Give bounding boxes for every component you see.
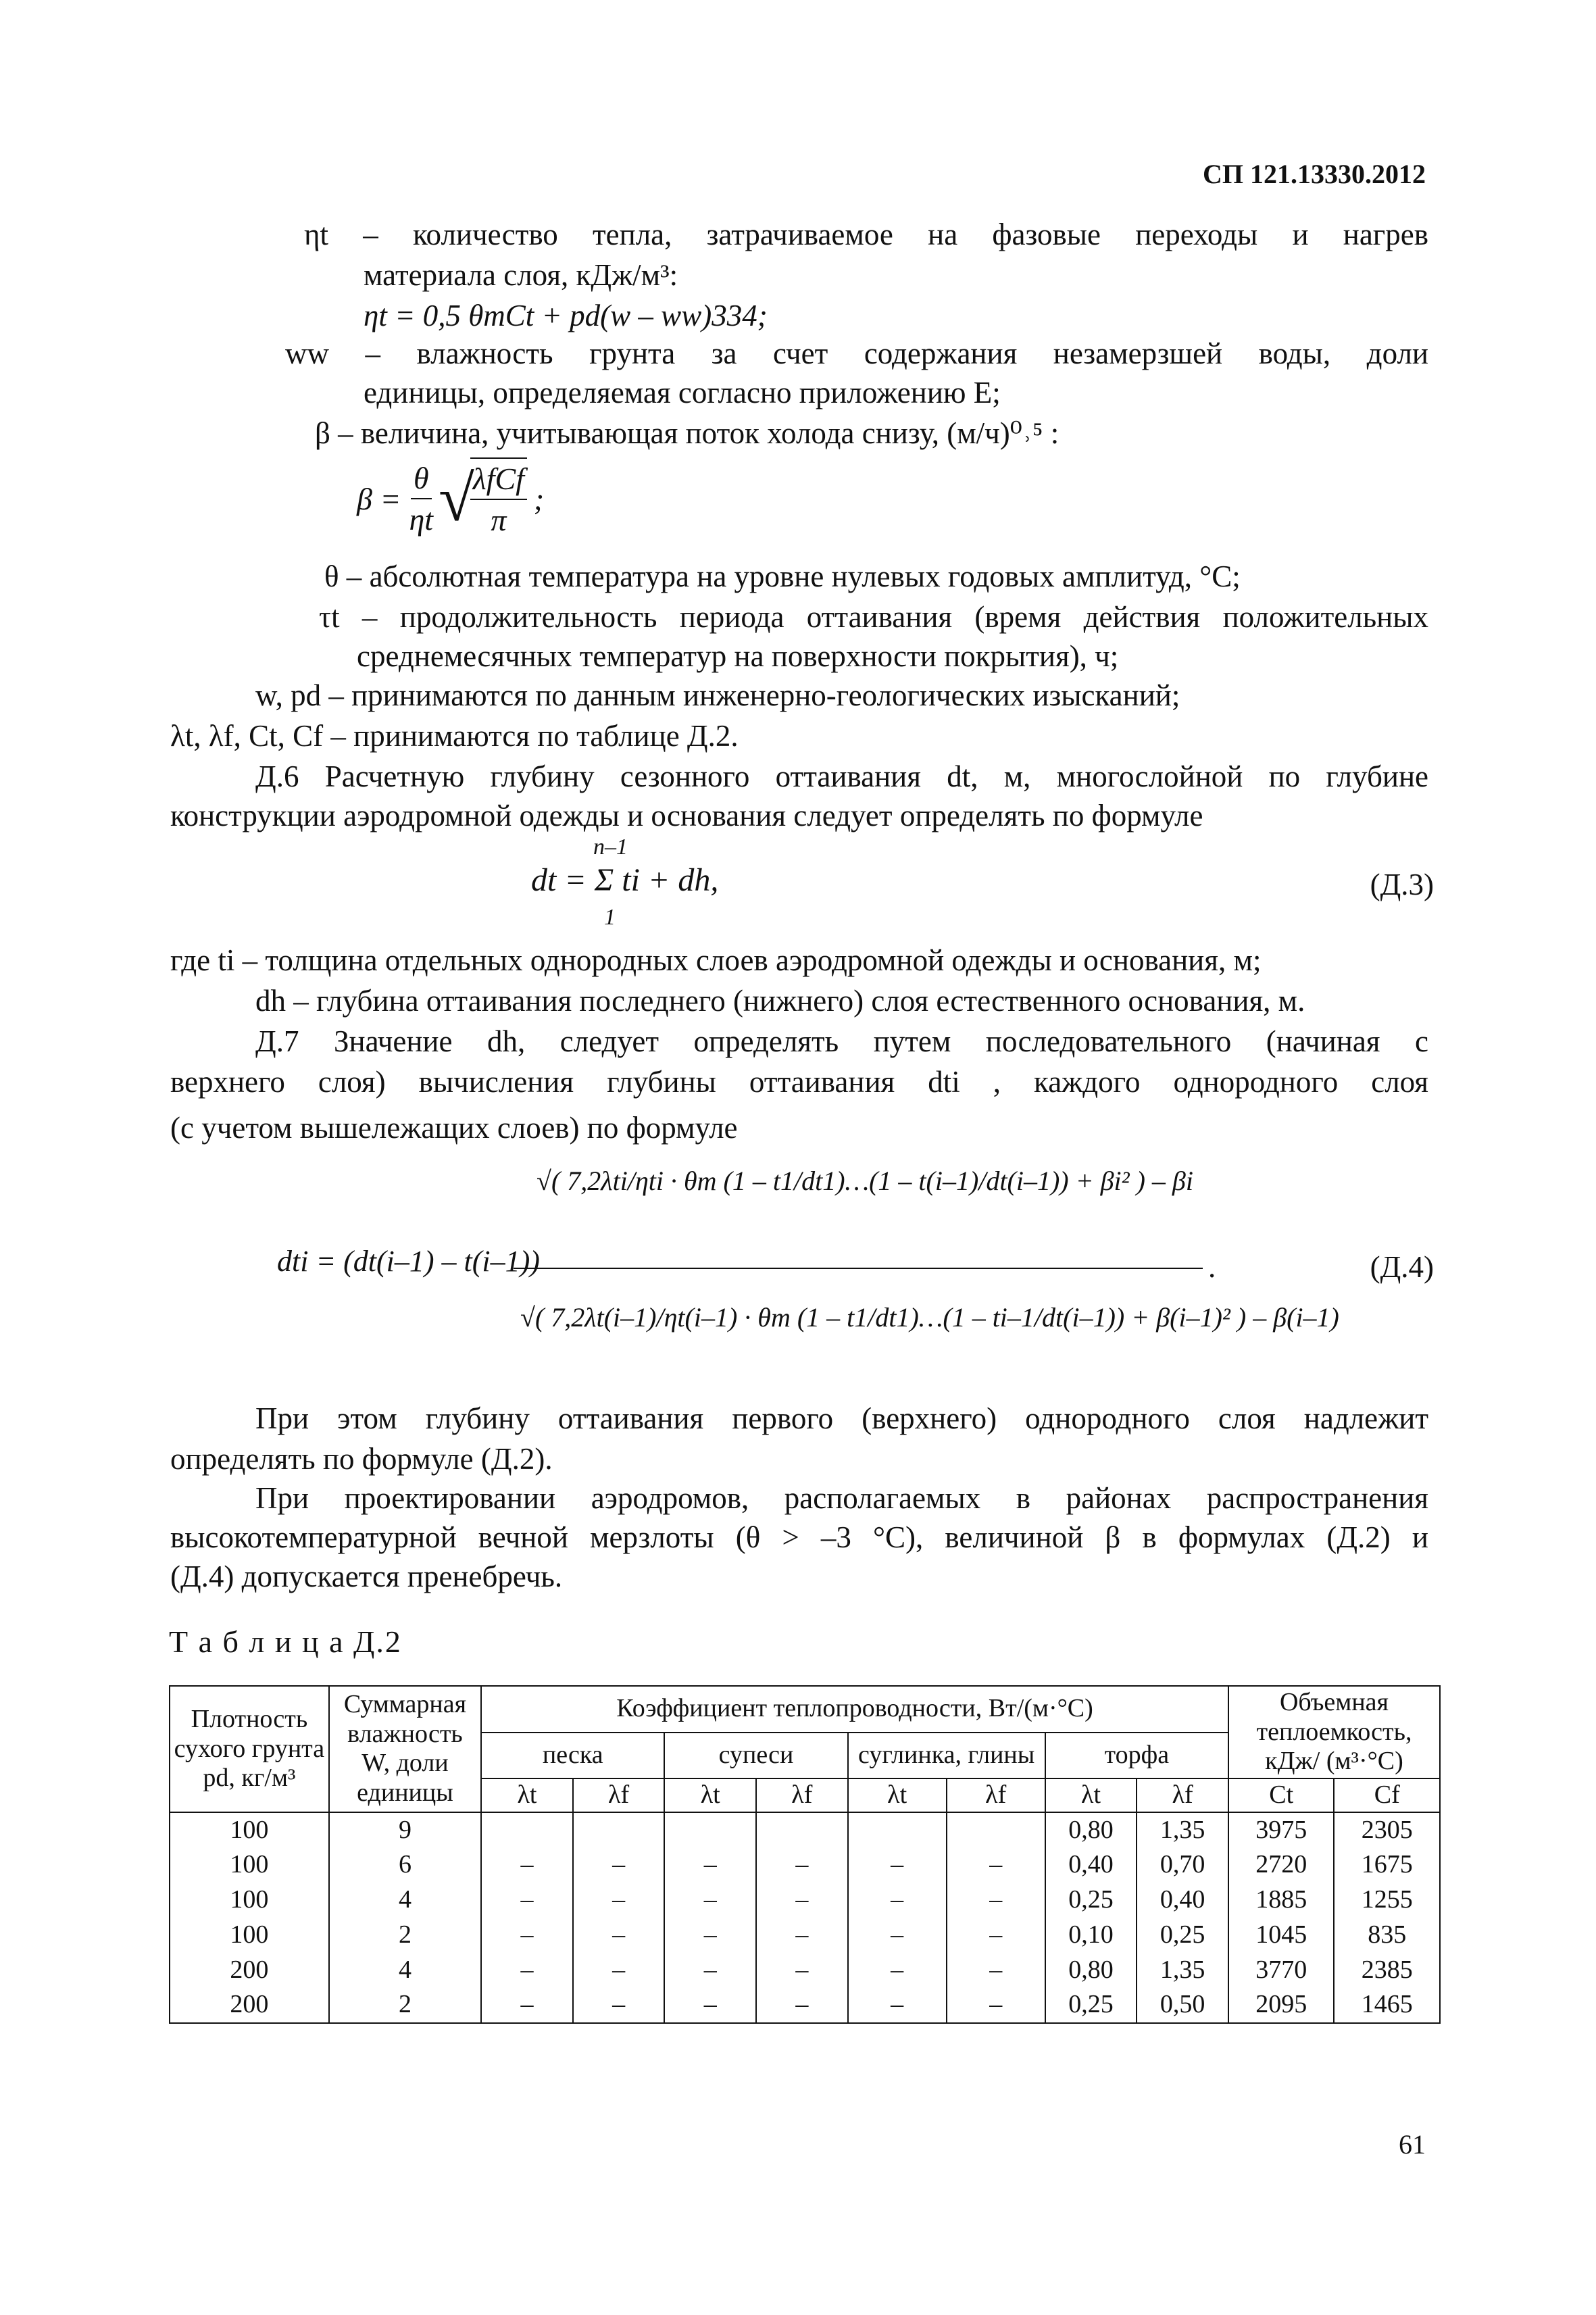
table-row xyxy=(170,1812,1440,1848)
eq-d3-body: dt = Σ ti + dh, xyxy=(531,862,719,898)
p-d7-line3: (с учетом вышележащих слоев) по формуле xyxy=(170,1111,738,1145)
def-tau-sym: τt – xyxy=(319,600,378,634)
eq-d3-number: (Д.3) xyxy=(1370,868,1434,901)
table-cell: – xyxy=(481,1987,573,2023)
table-cell: 0,70 xyxy=(1137,1847,1228,1883)
table-cell: – xyxy=(848,1987,947,2023)
table-cell: 2305 xyxy=(1334,1812,1440,1848)
table-cell: – xyxy=(481,1953,573,1988)
header-sub: λf xyxy=(1137,1778,1228,1812)
table-cell: 0,50 xyxy=(1137,1987,1228,2023)
table-cell: – xyxy=(947,1883,1045,1918)
table-caption: Т а б л и ц а Д.2 xyxy=(169,1624,402,1659)
table-cell: 4 xyxy=(329,1883,481,1918)
table-cell: – xyxy=(664,1847,756,1883)
def-wpd xyxy=(255,676,1180,716)
table-cell: – xyxy=(848,1918,947,1953)
table-cell: – xyxy=(481,1847,573,1883)
document-id: СП 121.13330.2012 xyxy=(1203,159,1426,189)
table-cell: – xyxy=(664,1987,756,2023)
table-cell: 1,35 xyxy=(1137,1953,1228,1988)
header-soil-sand: песка xyxy=(481,1733,664,1779)
def-tau xyxy=(319,597,1428,637)
table-cell: 100 xyxy=(170,1847,329,1883)
beta-den: ηt xyxy=(409,502,434,537)
eq-d4-number: (Д.4) xyxy=(1370,1250,1434,1284)
beta-tail: ; xyxy=(533,481,545,516)
def-beta-sym: β – xyxy=(315,416,353,450)
table-cell: 1,35 xyxy=(1137,1812,1228,1848)
table-cell: – xyxy=(947,1953,1045,1988)
eq-d4-denominator: √( 7,2λt(i–1)/ηt(i–1) · θm (1 – t1/dt1)…(1 – ti–1/dt(i–1)) + β(i–1)² ) – β(i–1) xyxy=(520,1302,1339,1333)
header-conductivity: Коэффициент теплопроводности, Вт/(м·°С) xyxy=(481,1686,1228,1733)
table-row xyxy=(170,1953,1440,1988)
table-cell: 1885 xyxy=(1228,1883,1334,1918)
table-cell: 0,25 xyxy=(1137,1918,1228,1953)
p-design-line3: (Д.4) допускается пренебречь. xyxy=(170,1560,563,1593)
table-cell: 1255 xyxy=(1334,1883,1440,1918)
table-cell: 0,25 xyxy=(1045,1883,1137,1918)
table-cell: 1045 xyxy=(1228,1918,1334,1953)
table-cell: – xyxy=(573,1953,665,1988)
table-cell: 4 xyxy=(329,1953,481,1988)
def-wpd-sym: w, pd – xyxy=(255,678,344,712)
table-cell: – xyxy=(848,1883,947,1918)
table-cell: 100 xyxy=(170,1812,329,1848)
table-cell: – xyxy=(756,1918,848,1953)
table-cell: 2720 xyxy=(1228,1847,1334,1883)
def-eta-sym: ηt – xyxy=(304,218,378,251)
beta-rad-num: λfCf xyxy=(470,459,527,501)
p-d7-line1: Д.7 Значение dh, следует определять путем последовательного (начиная с xyxy=(255,1024,1428,1058)
table-cell: – xyxy=(848,1953,947,1988)
eq-d3-upper: n–1 xyxy=(593,835,628,860)
def-lambda-line1: принимаются по таблице Д.2. xyxy=(353,719,739,753)
header-sub: λt xyxy=(848,1778,947,1812)
def-eta xyxy=(304,215,1428,255)
header-soil-loam-clay: суглинка, глины xyxy=(848,1733,1045,1779)
def-tau-line2: среднемесячных температур на поверхности покрытия), ч; xyxy=(357,639,1119,673)
table-cell: 2095 xyxy=(1228,1987,1334,2023)
table-cell: 835 xyxy=(1334,1918,1440,1953)
page-number: 61 xyxy=(1399,2129,1426,2160)
table-cell: – xyxy=(573,1987,665,2023)
table-cell: – xyxy=(664,1883,756,1918)
header-sub: λf xyxy=(573,1778,665,1812)
table-cell: 3770 xyxy=(1228,1953,1334,1988)
table-cell: – xyxy=(756,1847,848,1883)
table-cell xyxy=(756,1812,848,1848)
def-ww xyxy=(285,334,1428,374)
table-cell: 1675 xyxy=(1334,1847,1440,1883)
header-density: Плотность сухого грунта pd, кг/м³ xyxy=(170,1686,329,1812)
table-cell: 0,10 xyxy=(1045,1918,1137,1953)
table-cell: 9 xyxy=(329,1812,481,1848)
header-sub: λf xyxy=(947,1778,1045,1812)
p-d6-line2: конструкции аэродромной одежды и основания следует определять по формуле xyxy=(170,799,1203,832)
p-design-line1: При проектировании аэродромов, располагаемых в районах распространения xyxy=(255,1481,1428,1515)
beta-lhs: β = xyxy=(357,481,401,516)
def-eta-line1: количество тепла, затрачиваемое на фазовые переходы и нагрев xyxy=(412,218,1428,251)
beta-num: θ xyxy=(411,458,432,500)
table-cell: 200 xyxy=(170,1987,329,2023)
table-cell: 100 xyxy=(170,1918,329,1953)
def-ww-sym: ww – xyxy=(285,337,381,370)
table-cell: – xyxy=(573,1918,665,1953)
table-row xyxy=(170,1987,1440,2023)
def-theta xyxy=(324,557,1241,597)
beta-rad-den: π xyxy=(491,503,507,538)
header-sub: Cf xyxy=(1334,1778,1440,1812)
header-sub: λf xyxy=(756,1778,848,1812)
table-cell: – xyxy=(756,1953,848,1988)
table-body xyxy=(170,1812,1440,2023)
p-first-line1: При этом глубину оттаивания первого (верхнего) однородного слоя надлежит xyxy=(255,1401,1428,1435)
eq-d4-numerator: √( 7,2λti/ηti · θm (1 – t1/dt1)…(1 – t(i–1)/dt(i–1)) + βi² ) – βi xyxy=(537,1166,1193,1196)
table-cell: – xyxy=(848,1847,947,1883)
table-cell: 2 xyxy=(329,1987,481,2023)
table-cell: 0,40 xyxy=(1137,1883,1228,1918)
header-sub: Ct xyxy=(1228,1778,1334,1812)
table-cell: – xyxy=(947,1918,1045,1953)
def-lambda-sym: λt, λf, Ct, Cf – xyxy=(170,719,346,753)
table-cell: 3975 xyxy=(1228,1812,1334,1848)
table-cell: 200 xyxy=(170,1953,329,1988)
table-cell xyxy=(573,1812,665,1848)
def-ww-line1: влажность грунта за счет содержания незамерзшей воды, доли xyxy=(416,337,1429,370)
table-row xyxy=(170,1883,1440,1918)
header-sub: λt xyxy=(664,1778,756,1812)
header-sub: λt xyxy=(1045,1778,1137,1812)
def-wpd-line1: принимаются по данным инженерно-геологических изысканий; xyxy=(351,678,1180,712)
eq-d4-lhs: dti = (dt(i–1) – t(i–1)) xyxy=(277,1245,540,1278)
table-cell: 100 xyxy=(170,1883,329,1918)
def-tau-line1: продолжительность периода оттаивания (время действия положительных xyxy=(399,600,1428,634)
where-dh: dh – глубина оттаивания последнего (нижнего) слоя естественного основания, м. xyxy=(255,984,1305,1018)
table-d2 xyxy=(169,1685,1441,2024)
eq-d4-fraction-bar xyxy=(514,1268,1203,1269)
where-ti: где ti – толщина отдельных однородных слоев аэродромной одежды и основания, м; xyxy=(170,943,1262,977)
table-cell: – xyxy=(947,1847,1045,1883)
table-cell: – xyxy=(756,1883,848,1918)
p-first-line2: определять по формуле (Д.2). xyxy=(170,1442,553,1476)
header-sub: λt xyxy=(481,1778,573,1812)
def-eta-formula: ηt = 0,5 θmCt + pd(w – ww)334; xyxy=(364,299,768,332)
table-cell: 2385 xyxy=(1334,1953,1440,1988)
table-cell: – xyxy=(756,1987,848,2023)
eq-d3-lower: 1 xyxy=(604,905,616,930)
def-eta-line2: материала слоя, кДж/м³: xyxy=(364,258,678,292)
def-beta xyxy=(315,414,1059,453)
table-cell: – xyxy=(664,1918,756,1953)
def-theta-line1: абсолютная температура на уровне нулевых годовых амплитуд, °С; xyxy=(369,559,1241,593)
beta-formula xyxy=(357,457,544,541)
table-cell: – xyxy=(573,1847,665,1883)
table-cell: 0,80 xyxy=(1045,1812,1137,1848)
header-capacity: Объемная теплоемкость, кДж/ (м³·°С) xyxy=(1228,1686,1440,1778)
p-design-line2: высокотемпературной вечной мерзлоты (θ > –3 °С), величиной β в формулах (Д.2) и xyxy=(170,1520,1428,1554)
table-cell: – xyxy=(573,1883,665,1918)
table-cell: – xyxy=(481,1918,573,1953)
header-soil-sandy-loam: супеси xyxy=(664,1733,847,1779)
table-cell xyxy=(848,1812,947,1848)
table-cell xyxy=(947,1812,1045,1848)
table-cell: 0,80 xyxy=(1045,1953,1137,1988)
table-cell: 0,25 xyxy=(1045,1987,1137,2023)
sqrt-icon: √ xyxy=(439,462,474,534)
table-cell: 0,40 xyxy=(1045,1847,1137,1883)
table-cell: 6 xyxy=(329,1847,481,1883)
header-soil-peat: торфа xyxy=(1045,1733,1228,1779)
p-d7-line2: верхнего слоя) вычисления глубины оттаивания dti , каждого однородного слоя xyxy=(170,1065,1428,1099)
table-cell: – xyxy=(947,1987,1045,2023)
table-cell xyxy=(664,1812,756,1848)
table-cell: 2 xyxy=(329,1918,481,1953)
table-row xyxy=(170,1847,1440,1883)
table-cell: 1465 xyxy=(1334,1987,1440,2023)
def-lambda xyxy=(170,716,739,756)
p-d6-line1: Д.6 Расчетную глубину сезонного оттаивания dt, м, многослойной по глубине xyxy=(255,760,1428,793)
eq-d4-tail: . xyxy=(1208,1250,1216,1284)
header-moisture: Суммарная влажность W, доли единицы xyxy=(329,1686,481,1812)
def-ww-line2: единицы, определяемая согласно приложению Е; xyxy=(364,376,1001,409)
table-cell xyxy=(481,1812,573,1848)
table-row xyxy=(170,1918,1440,1953)
table-cell: – xyxy=(664,1953,756,1988)
def-beta-line1: величина, учитывающая поток холода снизу, (м/ч)⁰˒⁵ : xyxy=(360,416,1059,450)
table-cell: – xyxy=(481,1883,573,1918)
def-theta-sym: θ – xyxy=(324,559,362,593)
